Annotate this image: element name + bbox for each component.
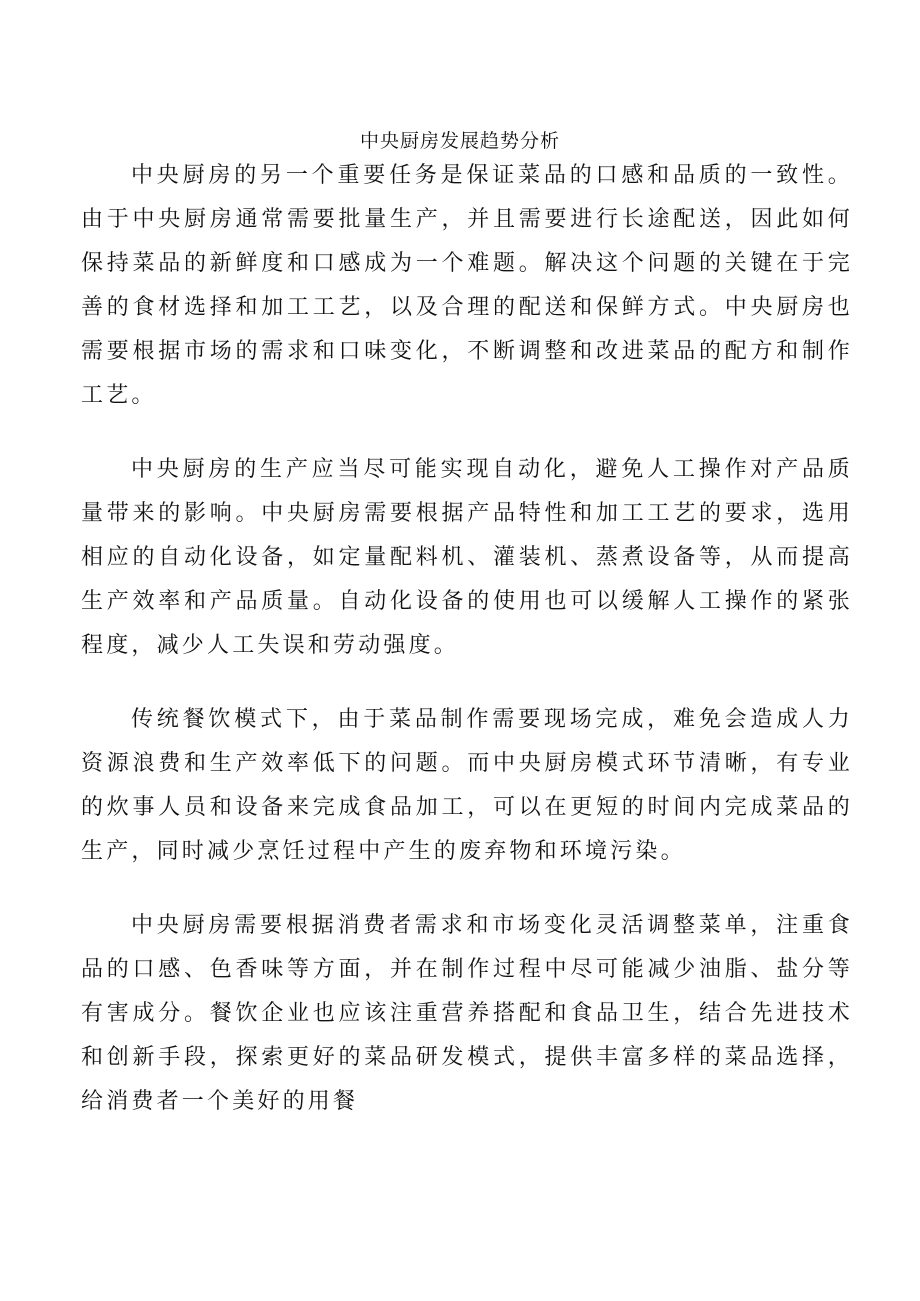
document-title: 中央厨房发展趋势分析 xyxy=(359,130,560,152)
paragraph-2: 中央厨房的生产应当尽可能实现自动化，避免人工操作对产品质量带来的影响。中央厨房需要根据产品特性和加工工艺的要求，选用相应的自动化设备，如定量配料机、灌装机、蒸煮设备等，从而提高生产效率和产品质量。自动化设备的使用也可以缓解人工操作的紧张程度，减少人工失误和劳动强度。 xyxy=(81,457,853,658)
document-body xyxy=(81,154,853,1154)
paragraph-4: 中央厨房需要根据消费者需求和市场变化灵活调整菜单，注重食品的口感、色香味等方面，并在制作过程中尽可能减少油脂、盐分等有害成分。餐饮企业也应该注重营养搭配和食品卫生，结合先进技术和创新手段，探索更好的菜品研发模式，提供丰富多样的菜品选择，给消费者一个美好的用餐 xyxy=(81,913,853,1114)
paragraph-3: 传统餐饮模式下，由于菜品制作需要现场完成，难免会造成人力资源浪费和生产效率低下的问题。而中央厨房模式环节清晰，有专业的炊事人员和设备来完成食品加工，可以在更短的时间内完成菜品的生产，同时减少烹饪过程中产生的废弃物和环境污染。 xyxy=(81,707,853,864)
paragraph-1: 中央厨房的另一个重要任务是保证菜品的口感和品质的一致性。由于中央厨房通常需要批量生产，并且需要进行长途配送，因此如何保持菜品的新鲜度和口感成为一个难题。解决这个问题的关键在于完善的食材选择和加工工艺，以及合理的配送和保鲜方式。中央厨房也需要根据市场的需求和口味变化，不断调整和改进菜品的配方和制作工艺。 xyxy=(81,163,853,408)
